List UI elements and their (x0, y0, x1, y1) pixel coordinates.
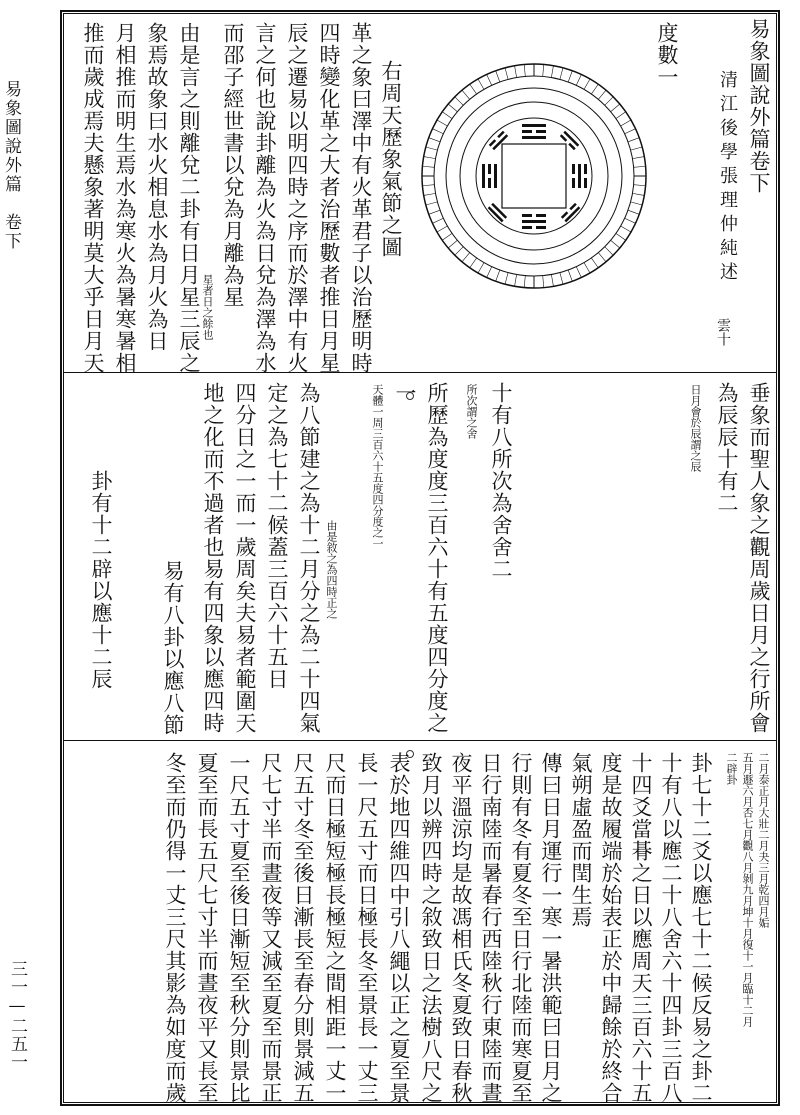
ring-tick (487, 267, 492, 278)
annotation: 五月遯六月否七月觀八月剝九月坤十月復十一月臨十二月 (741, 752, 754, 1027)
ring-tick (634, 185, 646, 186)
text-column: 傳曰日月運行一寒一暑洪範曰日月之 (539, 752, 563, 1104)
ring-tick (432, 129, 443, 134)
margin-book-title: 易象圖說外篇 卷下 (1, 80, 21, 251)
text-column: 象焉故象曰水火相息水為月火為日 (145, 22, 169, 352)
ring-tick (426, 202, 438, 205)
ring-tick (616, 233, 626, 240)
annotation: 由是敘之為四時正之 (325, 520, 338, 619)
ring-tick (584, 263, 590, 273)
text-column: 定之為七十二候蓋三百六十五日 (265, 382, 289, 690)
text-column: 行則有冬有夏冬至日行北陸而寒夏至 (509, 752, 533, 1104)
ring-tick (424, 193, 436, 195)
text-column: 十四爻當朞之日以應周天三百六十五 (629, 752, 653, 1104)
ring-tick (631, 202, 643, 205)
ring-tick (625, 129, 636, 134)
ring-tick (605, 247, 613, 255)
annotation: 二辟卦 (725, 752, 738, 785)
ring-tick (568, 71, 572, 82)
text-column: 度是故履端於始表正於中歸餘於終合 (599, 752, 623, 1104)
ring-tick (576, 74, 581, 85)
annotation: 所次謂之舍 (465, 384, 478, 439)
ring-tick (437, 120, 447, 126)
ring-tick (424, 157, 436, 159)
text-column: 由是言之則離兌二卦有日月星三辰之 (177, 22, 201, 374)
ring-tick (543, 276, 544, 288)
ring-tick (470, 258, 477, 268)
ring-tick (632, 157, 644, 159)
ring-tick (455, 247, 463, 255)
text-column: 表於地四維四中引八繩以正之夏至景 (387, 752, 411, 1104)
text-column: 氣朔虛盈而閏生焉 (569, 752, 593, 928)
folio-mark: 雲十 (715, 318, 731, 346)
ring-tick (487, 74, 492, 85)
text-column: 月相推而明生焉水為寒火為暑寒暑相 (113, 22, 137, 374)
figure-label: 度數一 (655, 22, 679, 88)
ring-tick (448, 104, 457, 112)
ring-tick (551, 66, 553, 78)
text-column: 而邵子經世書以兌為月離為星 (221, 22, 245, 308)
celestial-cycle-diagram (418, 60, 650, 292)
ring-tick (591, 258, 598, 268)
ring-tick (584, 79, 590, 89)
text-column: 冬至而仍得一丈三尺其影為如度而歲 (163, 752, 187, 1104)
text-column: 尺而日極短極長極短之間相距一丈一 (323, 752, 347, 1104)
text-column: 四時變化革之大者治歷數者推日月星 (317, 22, 341, 374)
text-column: 辰之遷易以明四時之序而於澤中有火 (285, 22, 309, 374)
ring-tick (442, 112, 452, 119)
ring-tick (628, 210, 639, 214)
text-column: 卦七十二爻以應七十二候反易之卦二 (689, 752, 713, 1104)
ring-tick (628, 138, 639, 142)
ring-tick (462, 253, 470, 262)
ring-tick (429, 138, 440, 142)
ring-tick (634, 166, 646, 167)
text-column: 一 (393, 382, 417, 404)
ring-tick (505, 273, 508, 285)
ring-tick (496, 270, 500, 281)
ring-tick (422, 185, 434, 186)
panel-divider-1 (63, 372, 777, 373)
ring-tick (524, 64, 525, 76)
book-header: 易象圖說外篇卷下 (747, 18, 771, 194)
text-column: 夏至而長五尺七寸半而晝夜平又長至 (195, 752, 219, 1104)
ring-tick (478, 79, 484, 89)
ring-tick (611, 240, 620, 248)
ring-tick (515, 66, 517, 78)
ring-tick (543, 64, 544, 76)
annotation: 天體一周三百六十五度四分度之一 (371, 384, 384, 549)
text-column: 十有八所次為舍舍二 (489, 382, 513, 580)
annotation: 二月泰正月大壯二月夬三月乾四月姤 (757, 752, 770, 928)
ring-tick (616, 112, 626, 119)
ring-tick (496, 71, 500, 82)
annotation: 星者日之餘也 (201, 274, 214, 340)
ring-tick (632, 193, 644, 195)
ring-tick (576, 267, 581, 278)
ring-tick (621, 120, 631, 126)
text-column: 推而歲成焉夫懸象著明莫大乎日月天 (81, 22, 105, 374)
text-column: 日行南陸而暑春行西陸秋行東陸而晝 (479, 752, 503, 1104)
ring-tick (470, 84, 477, 94)
author-line: 清江後學張理仲純述 (717, 70, 738, 286)
text-column: 夜平溫涼均是故馮相氏冬夏致日春秋 (449, 752, 473, 1104)
figure-caption: 右周天歷象氣節之圖 (379, 60, 403, 258)
ring-tick (621, 226, 631, 232)
text-column: 尺五寸冬至後日漸長至春分則景減五 (291, 752, 315, 1104)
ring-tick (560, 68, 563, 80)
ring-tick (426, 147, 438, 150)
ring-tick (515, 274, 517, 286)
text-column: 卦有十二辟以應十二辰 (89, 470, 113, 690)
text-column: 地之化而不過者也易有四象以應四時 (201, 382, 225, 734)
text-column: 革之象曰澤中有火革君子以治歷明時 (349, 22, 373, 374)
ring-tick (568, 270, 572, 281)
ring-tick (442, 233, 452, 240)
ring-tick (455, 97, 463, 105)
ring-tick (448, 240, 457, 248)
text-column: 一尺五寸夏至後日漸短至秋分則景比 (227, 752, 251, 1104)
text-column: 言之何也說卦離為火為日兌為澤為水 (253, 22, 277, 374)
annotation: 日月會於辰謂之辰 (689, 384, 702, 472)
ring-tick (429, 210, 440, 214)
ring-tick (611, 104, 620, 112)
text-column: 十有八以應二十八舍六十四卦三百八 (659, 752, 683, 1104)
ring-tick (598, 253, 606, 262)
ring-tick (605, 97, 613, 105)
text-column: 易有八卦以應八節 (161, 560, 185, 736)
ring-tick (560, 273, 563, 285)
ring-tick (478, 263, 484, 273)
ring-tick (437, 226, 447, 232)
text-column: 四分日之一而一歲周矣夫易者範圍天 (233, 382, 257, 734)
ring-tick (551, 274, 553, 286)
ring-tick (625, 218, 636, 223)
panel-divider-2 (63, 740, 777, 741)
text-column: 為辰辰十有二 (715, 382, 739, 514)
margin-page-number: 三一—二五一 (7, 960, 27, 1071)
text-column: 垂象而聖人象之觀周歲日月之行所會 (747, 382, 771, 734)
ring-tick (591, 84, 598, 94)
ring-tick (422, 166, 434, 167)
ring-tick (631, 147, 643, 150)
text-column: 長一尺五寸而日極長冬至景長一丈三 (355, 752, 379, 1104)
ring-tick (505, 68, 508, 80)
text-column: 所歷為度度三百六十有五度四分度之 (425, 382, 449, 734)
ring-tick (524, 276, 525, 288)
ring-tick (598, 90, 606, 99)
text-column: 為八節建之為十二月分之為二十四氣 (297, 382, 321, 734)
ring-tick (432, 218, 443, 223)
text-column: 致月以辨四時之敘致日之法樹八尺之 (419, 752, 443, 1104)
ring-tick (462, 90, 470, 99)
text-column: 尺七寸半而晝夜等又減至夏至而景正 (259, 752, 283, 1104)
